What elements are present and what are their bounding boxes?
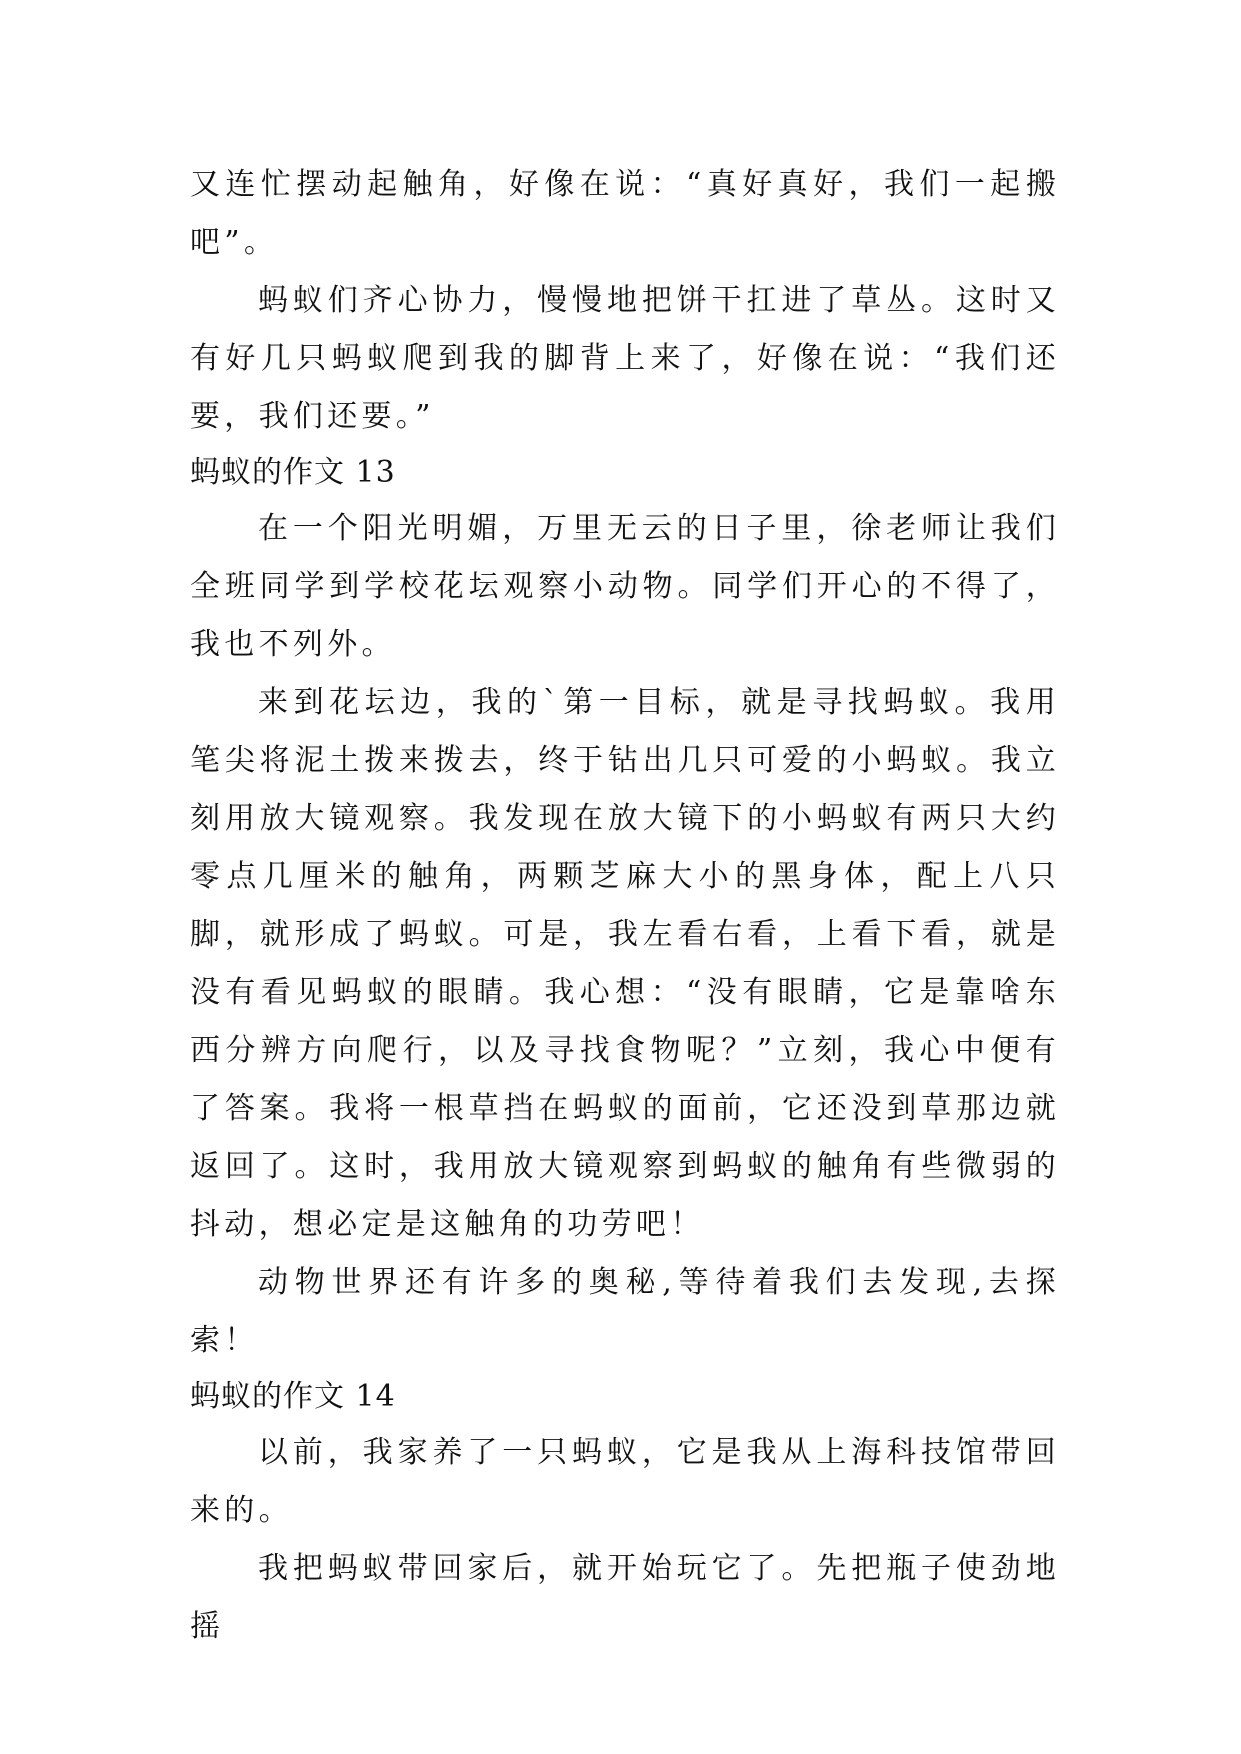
- paragraph: 我把蚂蚁带回家后，就开始玩它了。先把瓶子使劲地摇: [190, 1551, 1060, 1644]
- section-heading: 蚂蚁的作文 14: [190, 1379, 396, 1414]
- section-heading: 蚂蚁的作文 13: [190, 455, 396, 490]
- document-body: [190, 156, 1060, 1656]
- paragraph: 在一个阳光明媚，万里无云的日子里，徐老师让我们全班同学到学校花坛观察小动物。同学们开心的不得了，我也不列外。: [190, 511, 1060, 662]
- paragraph: 蚂蚁们齐心协力，慢慢地把饼干扛进了草丛。这时又有好几只蚂蚁爬到我的脚背上来了，好像在说：“我们还要，我们还要。”: [190, 283, 1060, 434]
- paragraph: 以前，我家养了一只蚂蚁，它是我从上海科技馆带回来的。: [190, 1435, 1060, 1528]
- paragraph: 来到花坛边，我的`第一目标，就是寻找蚂蚁。我用笔尖将泥土拨来拨去，终于钻出几只可爱的小蚂蚁。我立刻用放大镜观察。我发现在放大镜下的小蚂蚁有两只大约零点几厘米的触角，两颗芝麻大小的黑身体，配上八只脚，就形成了蚂蚁。可是，我左看右看，上看下看，就是没有看见蚂蚁的眼睛。我心想：“没有眼睛，它是靠啥东西分辨方向爬行，以及寻找食物呢？”立刻，我心中便有了答案。我将一根草挡在蚂蚁的面前，它还没到草那边就返回了。这时，我用放大镜观察到蚂蚁的触角有些微弱的抖动，想必定是这触角的功劳吧！: [190, 685, 1060, 1242]
- paragraph-continuation: 又连忙摆动起触角，好像在说：“真好真好，我们一起搬吧”。: [190, 167, 1060, 260]
- paragraph: 动物世界还有许多的奥秘,等待着我们去发现,去探索！: [190, 1265, 1060, 1358]
